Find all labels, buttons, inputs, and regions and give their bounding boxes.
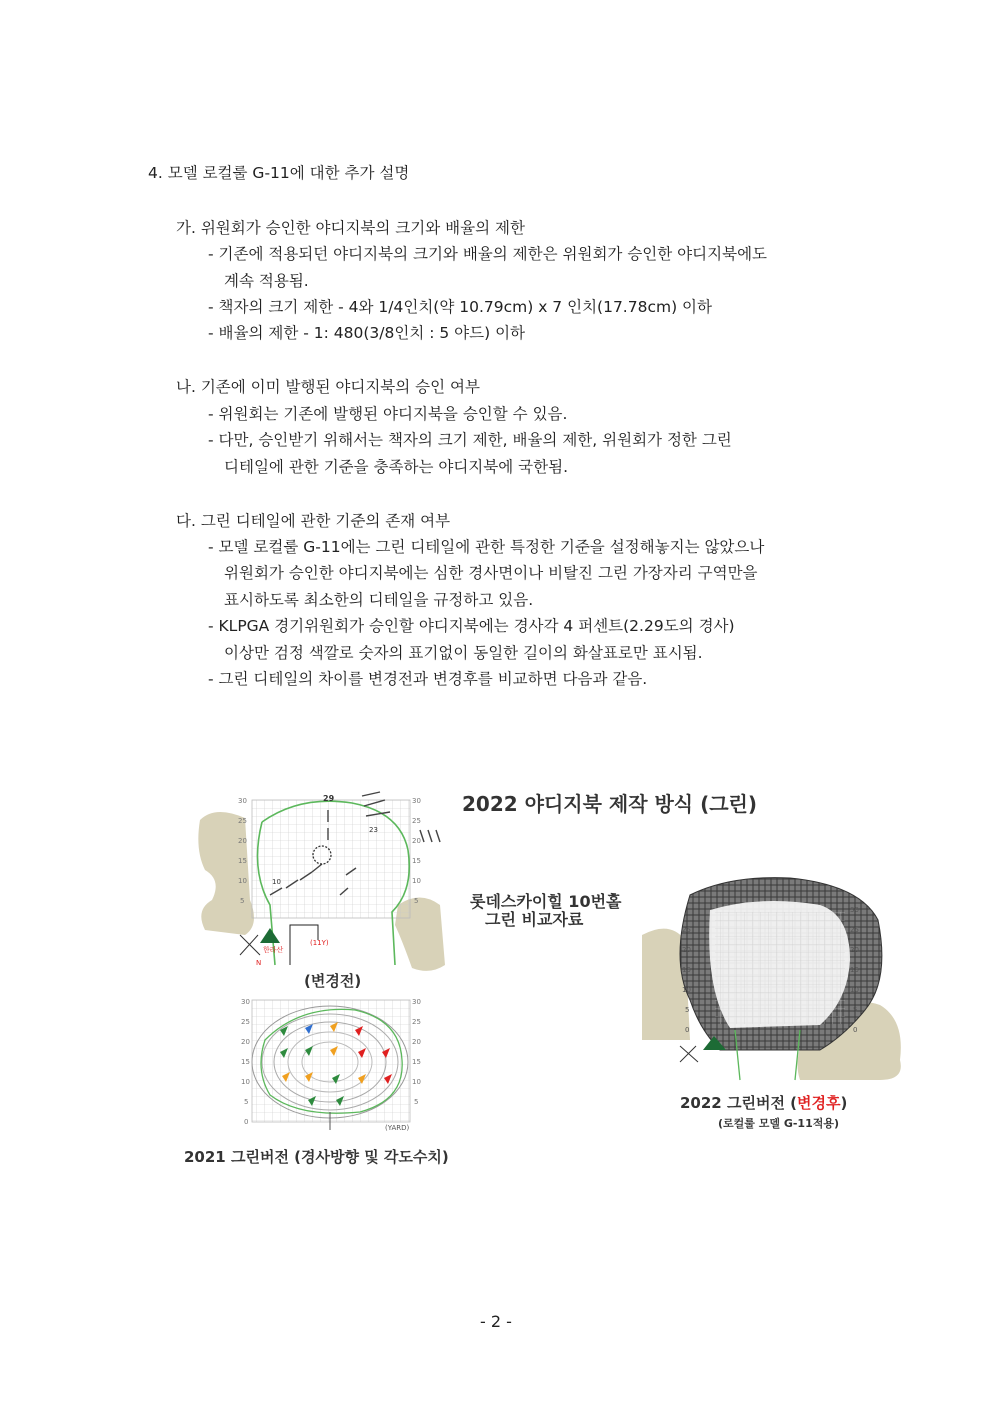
axis-tick: 15 — [850, 966, 859, 974]
subsection-heading-da: 다. 그린 디테일에 관한 기준의 존재 여부 — [176, 512, 451, 530]
axis-tick: 15 — [241, 1058, 250, 1066]
map-2022 — [642, 878, 901, 1080]
bullet-line: - KLPGA 경기위원회가 승인할 야디지북에는 경사각 4 퍼센트(2.29도의 경사) — [208, 617, 735, 635]
axis-tick: 5 — [853, 1006, 858, 1014]
axis-tick: 20 — [412, 837, 421, 845]
before-caption: (변경전) — [304, 972, 362, 990]
figure-title: 2022 야디지북 제작 방식 (그린) — [462, 792, 757, 816]
bullet-line: - 책자의 크기 제한 - 4와 1/4인치(약 10.79cm) x 7 인치(17.78cm) 이하 — [208, 298, 712, 316]
axis-tick: 0 — [244, 1118, 249, 1126]
axis-tick: 30 — [412, 998, 421, 1006]
axis-tick: 5 — [240, 897, 245, 905]
subsection-heading-ga: 가. 위원회가 승인한 야디지북의 크기와 배율의 제한 — [176, 219, 525, 237]
axis-tick: 5 — [414, 1098, 419, 1106]
yard-label: (YARD) — [385, 1124, 410, 1132]
axis-tick: 30 — [412, 797, 421, 805]
version-2021-caption: 2021 그린버전 (경사방향 및 각도수치) — [184, 1148, 449, 1166]
version-2022-note: (로컬룰 모델 G-11적용) — [718, 1117, 839, 1130]
version-2022-caption: 2022 그린버전 (변경후) — [680, 1094, 848, 1112]
axis-tick: 20 — [241, 1038, 250, 1046]
map-label: 한라산 — [263, 946, 284, 954]
map-label: (11Y) — [310, 939, 329, 947]
axis-tick: 25 — [238, 817, 247, 825]
axis-tick: 10 — [241, 1078, 250, 1086]
axis-tick: 5 — [685, 1006, 690, 1014]
bullet-continuation: 이상만 검정 색깔로 숫자의 표기없이 동일한 길이의 화살표로만 표시됨. — [224, 644, 703, 662]
before-map — [198, 792, 445, 971]
after-highlight: 변경후 — [797, 1094, 841, 1112]
bullet-line: - 배율의 제한 - 1: 480(3/8인치 : 5 야드) 이하 — [208, 324, 526, 342]
map-label: 10 — [272, 878, 281, 886]
mountain-icon — [260, 928, 280, 943]
map-label: 29 — [323, 794, 335, 803]
axis-tick: 0 — [853, 1026, 858, 1034]
bullet-continuation: 표시하도록 최소한의 디테일을 규정하고 있음. — [224, 591, 534, 609]
axis-tick: 25 — [850, 926, 859, 934]
figure-subtitle-line1: 롯데스카이힐 10번홀 — [470, 892, 622, 911]
figure-subtitle-line2: 그린 비교자료 — [485, 910, 584, 929]
axis-tick: 0 — [685, 1026, 690, 1034]
axis-tick: 15 — [238, 857, 247, 865]
axis-tick: 20 — [850, 946, 859, 954]
bullet-line: - 그린 디테일의 차이를 변경전과 변경후를 비교하면 다음과 같음. — [208, 670, 648, 688]
axis-tick: 25 — [412, 1018, 421, 1026]
axis-tick: 15 — [412, 857, 421, 865]
axis-tick: 5 — [244, 1098, 249, 1106]
compass-icon — [240, 935, 260, 955]
bunker-shape — [198, 812, 254, 935]
axis-tick: 30 — [241, 998, 250, 1006]
bullet-continuation: 위원회가 승인한 야디지북에는 심한 경사면이나 비탈진 그린 가장자리 구역만을 — [224, 564, 758, 582]
axis-tick: 30 — [238, 797, 247, 805]
axis-tick: 25 — [412, 817, 421, 825]
axis-tick: 15 — [412, 1058, 421, 1066]
axis-tick: 25 — [682, 926, 691, 934]
north-label: N — [256, 959, 262, 967]
bullet-line: - 다만, 승인받기 위해서는 책자의 크기 제한, 배율의 제한, 위원회가 정한 그린 — [208, 431, 732, 449]
bullet-line: - 모델 로컬룰 G-11에는 그린 디테일에 관한 특정한 기준을 설정해놓지는 않았으나 — [208, 538, 765, 556]
bullet-continuation: 계속 적용됨. — [224, 272, 309, 290]
axis-tick: 15 — [682, 966, 691, 974]
axis-tick: 30 — [850, 906, 859, 914]
map-label: 23 — [369, 826, 378, 834]
axis-tick: 20 — [412, 1038, 421, 1046]
bullet-line: - 기존에 적용되던 야디지북의 크기와 배율의 제한은 위원회가 승인한 야디지북에도 — [208, 245, 768, 263]
axis-tick: 20 — [238, 837, 247, 845]
axis-tick: 10 — [238, 877, 247, 885]
axis-tick: 5 — [414, 897, 419, 905]
subsection-heading-na: 나. 기존에 이미 발행된 야디지북의 승인 여부 — [176, 378, 481, 396]
axis-tick: 25 — [241, 1018, 250, 1026]
map-2021 — [241, 998, 421, 1132]
axis-tick: 10 — [682, 986, 691, 994]
axis-tick: 10 — [412, 1078, 421, 1086]
compass-icon — [680, 1046, 698, 1062]
axis-tick: 10 — [850, 986, 859, 994]
axis-tick: 10 — [412, 877, 421, 885]
bullet-continuation: 디테일에 관한 기준을 충족하는 야디지북에 국한됨. — [224, 458, 568, 476]
bullet-line: - 위원회는 기존에 발행된 야디지북을 승인할 수 있음. — [208, 405, 568, 423]
page-number: - 2 - — [480, 1312, 512, 1331]
axis-tick: 20 — [682, 946, 691, 954]
section-title: 4. 모델 로컬룰 G-11에 대한 추가 설명 — [148, 164, 410, 182]
